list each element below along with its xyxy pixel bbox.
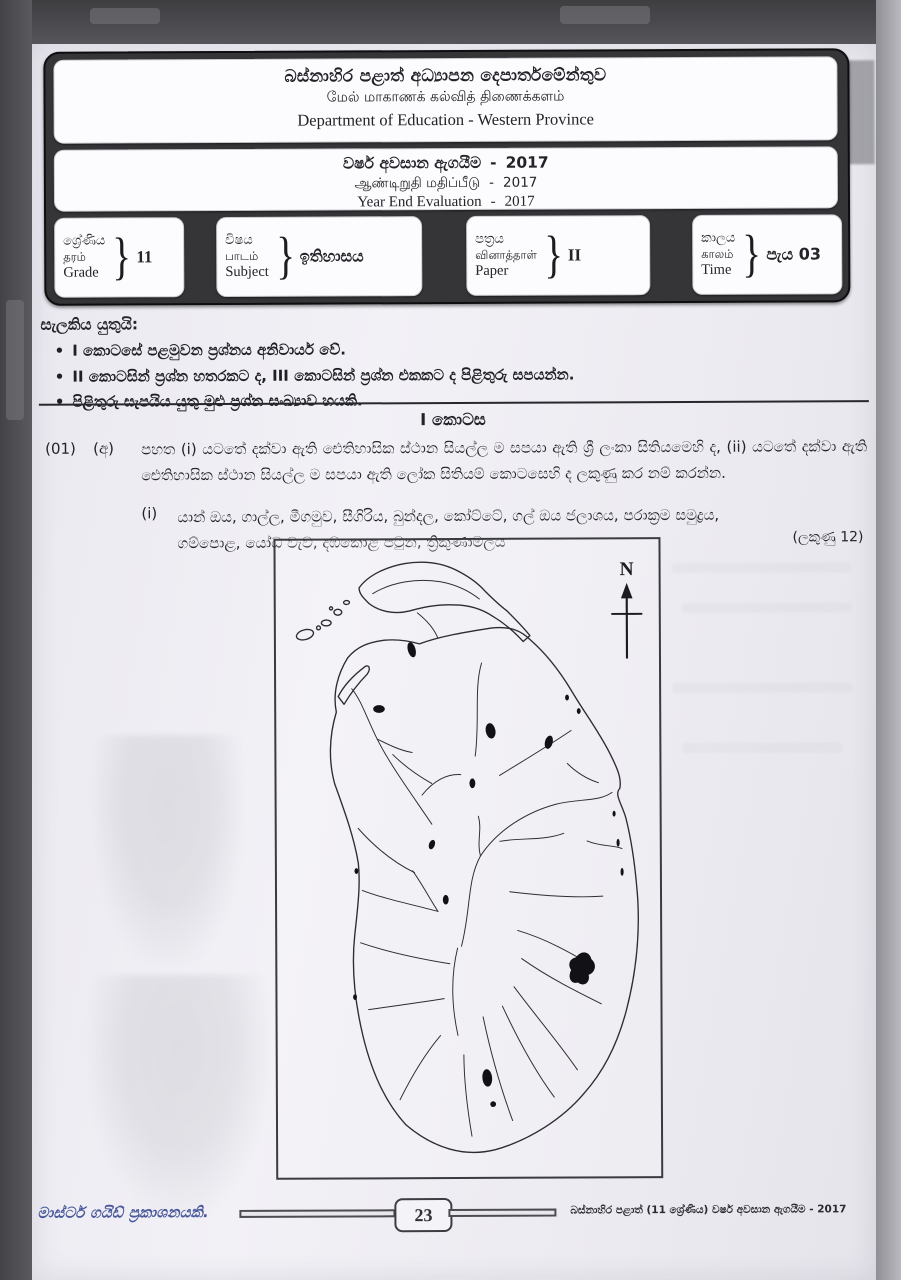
page-number: 23 [414, 1204, 433, 1225]
north-arrow-icon [611, 559, 642, 659]
instructions-heading: සැලකිය යුතුයි: [40, 315, 139, 334]
part-title: I කොටස [420, 409, 486, 430]
header-panel [43, 48, 850, 306]
sri-lanka-map [275, 539, 661, 1178]
grade-label-tamil: தரம் [63, 249, 86, 264]
evaluation-label-sinhala: වර්ෂ අවසාන ඇගයීම [342, 153, 482, 173]
bleedthrough-artifact [682, 602, 852, 613]
paper-label-tamil: வினாத்தாள் [475, 247, 537, 262]
bullet-glyph: • [54, 367, 65, 386]
instruction-text: I කොටසේ පළමුවන ප්‍රශ්නය අනිවාර්ය වේ. [72, 340, 346, 360]
question-number: (01) [45, 439, 76, 458]
page-number-badge [394, 1198, 452, 1232]
time-label-sinhala: කාලය [701, 230, 736, 246]
department-name-tamil: மேல் மாகாணக் கல்வித் திணைக்களம் [326, 88, 565, 106]
instruction-text: II කොටසින් ප්‍රශ්න හතරකට ද, III කොටසින් ප්‍රශ්න එකකට ද පිළිතුරු සපයන්න. [72, 364, 575, 386]
grade-label-english: Grade [63, 264, 99, 281]
bullet-glyph: • [54, 392, 65, 411]
instruction-item [55, 361, 821, 390]
paper-box [466, 215, 650, 296]
page-footer [34, 1192, 876, 1238]
bleedthrough-artifact [672, 682, 852, 693]
instruction-text: පිළිතුරු සැපයිය යුතු මුළු ප්‍රශ්න සංඛ්‍යාව හයකි. [72, 391, 363, 411]
time-label-tamil: காலம் [701, 246, 734, 261]
separator: - [490, 153, 497, 172]
bleedthrough-artifact [672, 562, 852, 573]
grade-label-sinhala: ශ්‍රේණිය [63, 233, 106, 249]
evaluation-title-box [54, 146, 838, 211]
bleedthrough-artifact [88, 975, 269, 1216]
scan-smudge [560, 6, 650, 24]
evaluation-year: 2017 [505, 153, 549, 172]
exam-paper-page [32, 44, 876, 1280]
separator: - [489, 175, 495, 192]
time-box [692, 214, 842, 295]
bullet-glyph: • [54, 341, 65, 360]
evaluation-row [55, 192, 837, 214]
paper-label-english: Paper [475, 263, 509, 280]
evaluation-year: 2017 [502, 175, 538, 192]
footer-rule-left [239, 1209, 395, 1218]
publisher-credit: මාස්ටර් ගයිඩ් ප්‍රකාශනයකි. [37, 1203, 209, 1222]
question-sub-label: (අ) [93, 439, 115, 458]
scan-band-left [0, 0, 32, 1280]
question-item-label: (i) [141, 504, 158, 523]
question-marks: (ලකුණු 12) [792, 529, 864, 546]
sri-lanka-map-frame [273, 537, 663, 1180]
evaluation-label-english: Year End Evaluation [357, 194, 482, 211]
footer-rule-right [448, 1209, 556, 1217]
subject-label-tamil: பாடம் [225, 248, 259, 263]
scan-smudge [6, 300, 24, 420]
subject-value: ඉතිහාසය [299, 246, 364, 266]
evaluation-row [55, 152, 837, 175]
time-label-english: Time [701, 262, 732, 279]
time-value: පැය 03 [766, 244, 821, 264]
evaluation-row [55, 174, 837, 194]
footer-exam-note: බස්නාහිර පළාත් (11 ශ්‍රේණිය) වර්ෂ අවසාන ඇගයීම - 2017 [570, 1203, 847, 1217]
grade-box [54, 217, 184, 298]
department-title-box [53, 56, 837, 143]
department-name-english: Department of Education - Western Province [297, 109, 595, 130]
page-content [32, 44, 876, 1280]
scan-band-right [876, 0, 901, 1280]
question-text: පහත (i) යටතේ දක්වා ඇති ඓතිහාසික ස්ථාන සියල්ල ම සපයා ඇති ශ්‍රී ලංකා සිතියමෙහි ද, (ii) යටතේ දක්වා ඇති ඓතිහාසික ස්ථාන සියල්ල ම සපයා ඇති ලෝක සිතියම් කොටසෙහි ද ලකුණු කර නම් කරන්න. [141, 437, 868, 484]
department-name-sinhala: බස්නාහිර පළාත් අධ්‍යාපන දෙපාර්තමේන්තුව [284, 65, 607, 87]
instructions-block [40, 312, 820, 415]
subject-label-sinhala: විෂය [225, 232, 253, 248]
separator: - [490, 194, 496, 211]
grade-value: 11 [136, 247, 153, 267]
bleedthrough-artifact [92, 735, 243, 966]
bleedthrough-artifact [682, 742, 842, 753]
question-item-text: යාන් ඔය, ගාල්ල, මීගමුව, සීගිරිය, බුන්දල, කෝට්ටේ, ගල් ඔය ජලාශය, පරාක්‍රම සමුද්‍රය, ගම්පොළ, යෝධ වැව, දඹකොළ පටුන, ත්‍රිකුණාමලය [177, 505, 720, 553]
evaluation-year: 2017 [504, 193, 535, 211]
paper-label-sinhala: පත්‍රය [475, 231, 504, 247]
subject-box [216, 216, 422, 297]
evaluation-label-tamil: ஆண்டிறுதி மதிப்பீடு [354, 175, 481, 192]
instruction-item [55, 335, 821, 364]
paper-value: II [567, 245, 582, 265]
subject-label-english: Subject [225, 264, 269, 281]
compass-label: N [619, 559, 634, 581]
scan-smudge [90, 8, 160, 24]
